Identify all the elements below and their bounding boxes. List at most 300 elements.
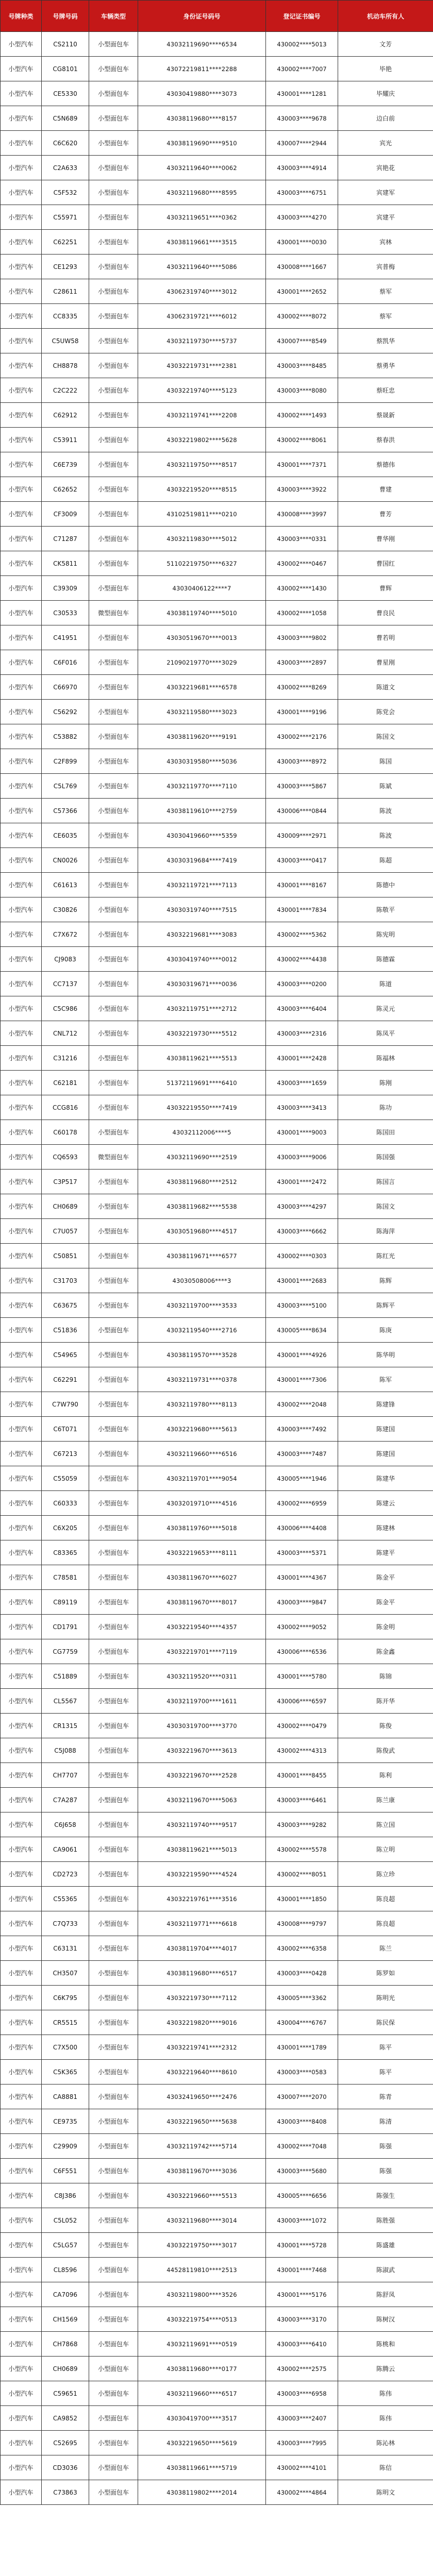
table-row — [1, 205, 433, 230]
cell-registration-number: 430003****9282 — [266, 1812, 338, 1837]
cell-plate-type: 小型汽车 — [1, 1714, 42, 1738]
cell-vehicle-type: 小型面包车 — [89, 1540, 138, 1565]
cell-owner: 陈建林 — [338, 1516, 433, 1540]
cell-owner: 陈明光 — [338, 1986, 433, 2010]
cell-registration-number: 430003****8408 — [266, 2109, 338, 2134]
cell-id-number: 43030419700****3517 — [138, 2406, 266, 2431]
table-row — [1, 2233, 433, 2258]
cell-registration-number: 430008****1667 — [266, 255, 338, 279]
cell-owner: 陈国田 — [338, 1120, 433, 1145]
cell-id-number: 43032219701****7119 — [138, 1639, 266, 1664]
cell-id-number: 43032219670****2528 — [138, 1763, 266, 1788]
cell-vehicle-type: 小型面包车 — [89, 1491, 138, 1516]
cell-id-number: 43032119740****9517 — [138, 1812, 266, 1837]
table-row — [1, 230, 433, 255]
cell-owner: 陈道 — [338, 972, 433, 996]
cell-owner: 蔡春洪 — [338, 428, 433, 452]
cell-id-number: 43032419650****2476 — [138, 2084, 266, 2109]
cell-registration-number: 430008****3997 — [266, 502, 338, 527]
cell-owner: 宾林 — [338, 230, 433, 255]
cell-plate-type: 小型汽车 — [1, 1491, 42, 1516]
table-row — [1, 799, 433, 823]
table-row — [1, 304, 433, 329]
cell-vehicle-type: 小型面包车 — [89, 1986, 138, 2010]
cell-plate-number: C29909 — [42, 2134, 89, 2159]
table-row — [1, 2109, 433, 2134]
cell-owner: 陈强生 — [338, 2183, 433, 2208]
cell-plate-type: 小型汽车 — [1, 81, 42, 106]
cell-owner: 陈建锋 — [338, 1392, 433, 1417]
cell-plate-type: 小型汽车 — [1, 1862, 42, 1887]
cell-plate-type: 小型汽车 — [1, 1516, 42, 1540]
table-row — [1, 1268, 433, 1293]
cell-plate-number: C7Q733 — [42, 1911, 89, 1936]
cell-owner: 陈道文 — [338, 675, 433, 700]
table-row — [1, 279, 433, 304]
cell-plate-type: 小型汽车 — [1, 156, 42, 180]
cell-id-number: 43032219730****7112 — [138, 1986, 266, 2010]
cell-registration-number: 430009****2971 — [266, 823, 338, 848]
cell-plate-number: CD2723 — [42, 1862, 89, 1887]
cell-vehicle-type: 小型面包车 — [89, 1639, 138, 1664]
cell-plate-type: 小型汽车 — [1, 650, 42, 675]
cell-owner: 陈兰康 — [338, 1788, 433, 1812]
cell-vehicle-type: 小型面包车 — [89, 1812, 138, 1837]
table-row — [1, 403, 433, 428]
cell-registration-number: 430003****4914 — [266, 156, 338, 180]
cell-plate-type: 小型汽车 — [1, 1071, 42, 1095]
cell-plate-type: 小型汽车 — [1, 329, 42, 353]
cell-id-number: 43032119540****2716 — [138, 1318, 266, 1343]
cell-owner: 陈凤平 — [338, 1021, 433, 1046]
cell-id-number: 43038119671****6577 — [138, 1244, 266, 1268]
cell-registration-number: 430006****6536 — [266, 1639, 338, 1664]
cell-vehicle-type: 小型面包车 — [89, 1244, 138, 1268]
cell-vehicle-type: 小型面包车 — [89, 2208, 138, 2233]
cell-plate-number: C59651 — [42, 2381, 89, 2406]
cell-owner: 陈德霖 — [338, 947, 433, 972]
cell-owner: 陈斌 — [338, 774, 433, 799]
cell-id-number: 43032119701****9054 — [138, 1466, 266, 1491]
cell-plate-number: C7X672 — [42, 922, 89, 947]
cell-plate-type: 小型汽车 — [1, 1887, 42, 1911]
cell-registration-number: 430003****0428 — [266, 1961, 338, 1986]
cell-registration-number: 430003****7492 — [266, 1417, 338, 1442]
table-row — [1, 2060, 433, 2084]
cell-id-number: 43032219820****9016 — [138, 2010, 266, 2035]
cell-owner: 陈刚 — [338, 1071, 433, 1095]
cell-vehicle-type: 小型面包车 — [89, 2455, 138, 2480]
cell-registration-number: 430002****8269 — [266, 675, 338, 700]
cell-id-number: 43032119750****8517 — [138, 452, 266, 477]
cell-owner: 曹华刚 — [338, 527, 433, 551]
cell-vehicle-type: 小型面包车 — [89, 1837, 138, 1862]
cell-registration-number: 430006****6597 — [266, 1689, 338, 1714]
cell-owner: 陈良超 — [338, 1887, 433, 1911]
cell-id-number: 43032119691****0519 — [138, 2332, 266, 2357]
cell-registration-number: 430002****0467 — [266, 551, 338, 576]
table-row — [1, 1639, 433, 1664]
cell-owner: 宾建军 — [338, 180, 433, 205]
cell-plate-number: C39309 — [42, 576, 89, 601]
cell-id-number: 43032119771****6618 — [138, 1911, 266, 1936]
cell-plate-number: CH8878 — [42, 353, 89, 378]
cell-plate-type: 小型汽车 — [1, 131, 42, 156]
cell-plate-type: 小型汽车 — [1, 1615, 42, 1639]
cell-registration-number: 430001****7306 — [266, 1367, 338, 1392]
cell-registration-number: 430003****0417 — [266, 848, 338, 873]
cell-owner: 陈腾云 — [338, 2357, 433, 2381]
cell-owner: 陈德中 — [338, 873, 433, 897]
cell-plate-number: CNL712 — [42, 1021, 89, 1046]
table-row — [1, 1714, 433, 1738]
cell-registration-number: 430003****7487 — [266, 1442, 338, 1466]
cell-registration-number: 430003****3922 — [266, 477, 338, 502]
cell-id-number: 43032119670****5063 — [138, 1788, 266, 1812]
table-row — [1, 2307, 433, 2332]
table-row — [1, 700, 433, 724]
cell-plate-type: 小型汽车 — [1, 799, 42, 823]
cell-owner: 陈立国 — [338, 1812, 433, 1837]
cell-id-number: 43030419740****0012 — [138, 947, 266, 972]
cell-vehicle-type: 小型面包车 — [89, 700, 138, 724]
cell-vehicle-type: 小型面包车 — [89, 205, 138, 230]
cell-plate-type: 小型汽车 — [1, 279, 42, 304]
cell-id-number: 43038119680****8157 — [138, 106, 266, 131]
table-row — [1, 601, 433, 625]
cell-owner: 陈强 — [338, 2134, 433, 2159]
cell-registration-number: 430003****6461 — [266, 1788, 338, 1812]
cell-plate-number: C6K795 — [42, 1986, 89, 2010]
cell-plate-number: C5C986 — [42, 996, 89, 1021]
cell-vehicle-type: 小型面包车 — [89, 1095, 138, 1120]
cell-id-number: 43032119580****3023 — [138, 700, 266, 724]
cell-owner: 宾建平 — [338, 205, 433, 230]
cell-plate-type: 小型汽车 — [1, 304, 42, 329]
table-row — [1, 1565, 433, 1590]
cell-plate-type: 小型汽车 — [1, 749, 42, 774]
cell-plate-number: CR1315 — [42, 1714, 89, 1738]
table-row — [1, 873, 433, 897]
cell-vehicle-type: 小型面包车 — [89, 2109, 138, 2134]
cell-vehicle-type: 小型面包车 — [89, 1293, 138, 1318]
cell-plate-type: 小型汽车 — [1, 353, 42, 378]
cell-plate-number: CJ9083 — [42, 947, 89, 972]
cell-vehicle-type: 小型面包车 — [89, 156, 138, 180]
cell-plate-number: C5J088 — [42, 1738, 89, 1763]
cell-id-number: 43032219670****3613 — [138, 1738, 266, 1763]
table-row — [1, 2258, 433, 2282]
table-row — [1, 2035, 433, 2060]
cell-plate-type: 小型汽车 — [1, 1911, 42, 1936]
cell-owner: 陈树汉 — [338, 2307, 433, 2332]
cell-registration-number: 430002****1430 — [266, 576, 338, 601]
cell-id-number: 43032219650****5638 — [138, 2109, 266, 2134]
cell-owner: 陈辉 — [338, 1268, 433, 1293]
cell-plate-type: 小型汽车 — [1, 1590, 42, 1615]
cell-id-number: 43038119670****3036 — [138, 2159, 266, 2183]
cell-registration-number: 430003****2897 — [266, 650, 338, 675]
cell-plate-type: 小型汽车 — [1, 2035, 42, 2060]
cell-plate-number: C30533 — [42, 601, 89, 625]
cell-plate-number: CK5811 — [42, 551, 89, 576]
cell-plate-number: CA9852 — [42, 2406, 89, 2431]
cell-plate-type: 小型汽车 — [1, 1244, 42, 1268]
cell-registration-number: 430001****4926 — [266, 1343, 338, 1367]
table-row — [1, 897, 433, 922]
cell-plate-number: C89119 — [42, 1590, 89, 1615]
cell-registration-number: 430001****1789 — [266, 2035, 338, 2060]
cell-plate-number: C7W790 — [42, 1392, 89, 1417]
cell-vehicle-type: 小型面包车 — [89, 1120, 138, 1145]
cell-plate-type: 小型汽车 — [1, 57, 42, 81]
cell-plate-number: C5N689 — [42, 106, 89, 131]
cell-vehicle-type: 小型面包车 — [89, 304, 138, 329]
cell-id-number: 43032119690****6534 — [138, 32, 266, 57]
cell-owner: 曹若明 — [338, 625, 433, 650]
cell-vehicle-type: 小型面包车 — [89, 1071, 138, 1095]
cell-owner: 陈建云 — [338, 1491, 433, 1516]
cell-plate-number: C67213 — [42, 1442, 89, 1466]
cell-registration-number: 430001****7371 — [266, 452, 338, 477]
cell-owner: 陈立珍 — [338, 1862, 433, 1887]
cell-id-number: 43030419660****5359 — [138, 823, 266, 848]
cell-id-number: 43030319740****7515 — [138, 897, 266, 922]
cell-plate-type: 小型汽车 — [1, 2480, 42, 2505]
cell-id-number: 43032119731****0378 — [138, 1367, 266, 1392]
cell-vehicle-type: 小型面包车 — [89, 947, 138, 972]
cell-plate-type: 小型汽车 — [1, 774, 42, 799]
cell-id-number: 43032112006****5 — [138, 1120, 266, 1145]
cell-registration-number: 430003****5100 — [266, 1293, 338, 1318]
cell-plate-number: C63131 — [42, 1936, 89, 1961]
cell-registration-number: 430002****4313 — [266, 1738, 338, 1763]
cell-id-number: 43032219681****3083 — [138, 922, 266, 947]
cell-plate-type: 小型汽车 — [1, 2084, 42, 2109]
cell-plate-type: 小型汽车 — [1, 947, 42, 972]
cell-registration-number: 430002****5013 — [266, 32, 338, 57]
table-row — [1, 1343, 433, 1367]
cell-registration-number: 430007****2944 — [266, 131, 338, 156]
cell-owner: 陈国强 — [338, 1145, 433, 1170]
cell-registration-number: 430005****3362 — [266, 1986, 338, 2010]
cell-vehicle-type: 小型面包车 — [89, 81, 138, 106]
cell-plate-type: 小型汽车 — [1, 2208, 42, 2233]
cell-owner: 陈立明 — [338, 1837, 433, 1862]
cell-vehicle-type: 小型面包车 — [89, 774, 138, 799]
table-row — [1, 57, 433, 81]
table-row — [1, 1738, 433, 1763]
table-row — [1, 1812, 433, 1837]
cell-registration-number: 430003****8485 — [266, 353, 338, 378]
cell-id-number: 43032219680****5613 — [138, 1417, 266, 1442]
cell-plate-type: 小型汽车 — [1, 428, 42, 452]
cell-plate-number: C6E739 — [42, 452, 89, 477]
cell-owner: 陈俊 — [338, 1714, 433, 1738]
cell-vehicle-type: 小型面包车 — [89, 180, 138, 205]
cell-plate-number: C73863 — [42, 2480, 89, 2505]
cell-id-number: 43032219550****7419 — [138, 1095, 266, 1120]
cell-plate-number: C62251 — [42, 230, 89, 255]
table-row — [1, 2332, 433, 2357]
cell-registration-number: 430003****0331 — [266, 527, 338, 551]
table-row — [1, 1046, 433, 1071]
cell-registration-number: 430002****1058 — [266, 601, 338, 625]
cell-plate-number: C30826 — [42, 897, 89, 922]
cell-owner: 宾艳花 — [338, 156, 433, 180]
cell-plate-type: 小型汽车 — [1, 1046, 42, 1071]
table-row — [1, 724, 433, 749]
table-row — [1, 1293, 433, 1318]
cell-plate-number: C62181 — [42, 1071, 89, 1095]
cell-registration-number: 430003****8080 — [266, 378, 338, 403]
cell-plate-number: CCG816 — [42, 1095, 89, 1120]
cell-id-number: 43032119660****6516 — [138, 1442, 266, 1466]
cell-vehicle-type: 小型面包车 — [89, 57, 138, 81]
cell-registration-number: 430002****7007 — [266, 57, 338, 81]
cell-plate-type: 小型汽车 — [1, 1293, 42, 1318]
table-row — [1, 1615, 433, 1639]
cell-plate-type: 小型汽车 — [1, 2282, 42, 2307]
table-row — [1, 1095, 433, 1120]
cell-vehicle-type: 小型面包车 — [89, 1862, 138, 1887]
cell-plate-type: 小型汽车 — [1, 2258, 42, 2282]
cell-registration-number: 430003****6751 — [266, 180, 338, 205]
cell-id-number: 43032119830****5012 — [138, 527, 266, 551]
cell-owner: 陈舒凤 — [338, 2282, 433, 2307]
cell-plate-number: C53911 — [42, 428, 89, 452]
table-row — [1, 2183, 433, 2208]
cell-registration-number: 430007****8549 — [266, 329, 338, 353]
cell-registration-number: 430001****2683 — [266, 1268, 338, 1293]
cell-owner: 陈华明 — [338, 1343, 433, 1367]
table-row — [1, 972, 433, 996]
cell-id-number: 43038119680****6517 — [138, 1961, 266, 1986]
cell-id-number: 43032219653****8111 — [138, 1540, 266, 1565]
cell-owner: 陈辉平 — [338, 1293, 433, 1318]
cell-registration-number: 430002****7048 — [266, 2134, 338, 2159]
cell-registration-number: 430002****4438 — [266, 947, 338, 972]
cell-plate-type: 小型汽车 — [1, 2406, 42, 2431]
cell-plate-type: 小型汽车 — [1, 576, 42, 601]
cell-vehicle-type: 小型面包车 — [89, 1194, 138, 1219]
cell-plate-type: 小型汽车 — [1, 230, 42, 255]
cell-vehicle-type: 小型面包车 — [89, 897, 138, 922]
cell-registration-number: 430001****5176 — [266, 2282, 338, 2307]
cell-vehicle-type: 小型面包车 — [89, 2332, 138, 2357]
cell-id-number: 43032119640****0062 — [138, 156, 266, 180]
cell-plate-number: C28611 — [42, 279, 89, 304]
table-row — [1, 1590, 433, 1615]
table-row — [1, 2480, 433, 2505]
cell-owner: 宾光 — [338, 131, 433, 156]
cell-id-number: 43032219741****2312 — [138, 2035, 266, 2060]
cell-registration-number: 430002****2575 — [266, 2357, 338, 2381]
cell-vehicle-type: 小型面包车 — [89, 1343, 138, 1367]
cell-vehicle-type: 小型面包车 — [89, 2183, 138, 2208]
cell-owner: 陈锦 — [338, 1664, 433, 1689]
table-row — [1, 1540, 433, 1565]
cell-owner: 陈利 — [338, 1763, 433, 1788]
cell-owner: 蔡德伟 — [338, 452, 433, 477]
cell-plate-type: 小型汽车 — [1, 2357, 42, 2381]
cell-id-number: 43032219640****8610 — [138, 2060, 266, 2084]
cell-vehicle-type: 小型面包车 — [89, 502, 138, 527]
cell-vehicle-type: 小型面包车 — [89, 2060, 138, 2084]
cell-plate-number: C6J658 — [42, 1812, 89, 1837]
cell-vehicle-type: 小型面包车 — [89, 1887, 138, 1911]
cell-plate-type: 小型汽车 — [1, 823, 42, 848]
cell-id-number: 43030319700****3770 — [138, 1714, 266, 1738]
cell-plate-type: 小型汽车 — [1, 1219, 42, 1244]
cell-registration-number: 430003****2316 — [266, 1021, 338, 1046]
cell-plate-number: CR5515 — [42, 2010, 89, 2035]
cell-id-number: 43030319684****7419 — [138, 848, 266, 873]
cell-plate-number: C7U057 — [42, 1219, 89, 1244]
cell-owner: 毕耀庆 — [338, 81, 433, 106]
cell-plate-type: 小型汽车 — [1, 1466, 42, 1491]
cell-id-number: 43030319671****0036 — [138, 972, 266, 996]
cell-registration-number: 430003****1072 — [266, 2208, 338, 2233]
table-row — [1, 1887, 433, 1911]
cell-vehicle-type: 小型面包车 — [89, 1021, 138, 1046]
cell-registration-number: 430005****6656 — [266, 2183, 338, 2208]
cell-vehicle-type: 小型面包车 — [89, 848, 138, 873]
cell-plate-type: 小型汽车 — [1, 675, 42, 700]
cell-id-number: 43062319740****3012 — [138, 279, 266, 304]
cell-registration-number: 430002****5578 — [266, 1837, 338, 1862]
cell-plate-type: 小型汽车 — [1, 996, 42, 1021]
cell-vehicle-type: 小型面包车 — [89, 255, 138, 279]
cell-vehicle-type: 小型面包车 — [89, 1417, 138, 1442]
table-row — [1, 1417, 433, 1442]
cell-plate-type: 小型汽车 — [1, 2455, 42, 2480]
cell-registration-number: 430001****7468 — [266, 2258, 338, 2282]
table-row — [1, 576, 433, 601]
cell-vehicle-type: 小型面包车 — [89, 996, 138, 1021]
table-row — [1, 1442, 433, 1466]
cell-vehicle-type: 小型面包车 — [89, 1936, 138, 1961]
cell-vehicle-type: 小型面包车 — [89, 749, 138, 774]
cell-owner: 陈开华 — [338, 1689, 433, 1714]
cell-plate-number: C5LG57 — [42, 2233, 89, 2258]
cell-plate-number: C6F016 — [42, 650, 89, 675]
table-row — [1, 1318, 433, 1343]
cell-plate-number: C62652 — [42, 477, 89, 502]
cell-plate-number: C57366 — [42, 799, 89, 823]
cell-id-number: 43030519670****0013 — [138, 625, 266, 650]
cell-vehicle-type: 小型面包车 — [89, 1170, 138, 1194]
cell-registration-number: 430003****5371 — [266, 1540, 338, 1565]
cell-id-number: 43032119741****2208 — [138, 403, 266, 428]
table-row — [1, 156, 433, 180]
cell-plate-number: C2A633 — [42, 156, 89, 180]
cell-plate-type: 小型汽车 — [1, 724, 42, 749]
cell-owner: 曹建 — [338, 477, 433, 502]
cell-vehicle-type: 小型面包车 — [89, 329, 138, 353]
cell-id-number: 43032119680****8595 — [138, 180, 266, 205]
cell-id-number: 43038119661****3515 — [138, 230, 266, 255]
cell-plate-number: C55971 — [42, 205, 89, 230]
cell-vehicle-type: 小型面包车 — [89, 1367, 138, 1392]
cell-plate-type: 小型汽车 — [1, 1318, 42, 1343]
cell-plate-type: 小型汽车 — [1, 452, 42, 477]
cell-owner: 蔡旺忠 — [338, 378, 433, 403]
cell-registration-number: 430003****9006 — [266, 1145, 338, 1170]
cell-vehicle-type: 小型面包车 — [89, 2010, 138, 2035]
table-row — [1, 502, 433, 527]
cell-plate-number: C31703 — [42, 1268, 89, 1293]
